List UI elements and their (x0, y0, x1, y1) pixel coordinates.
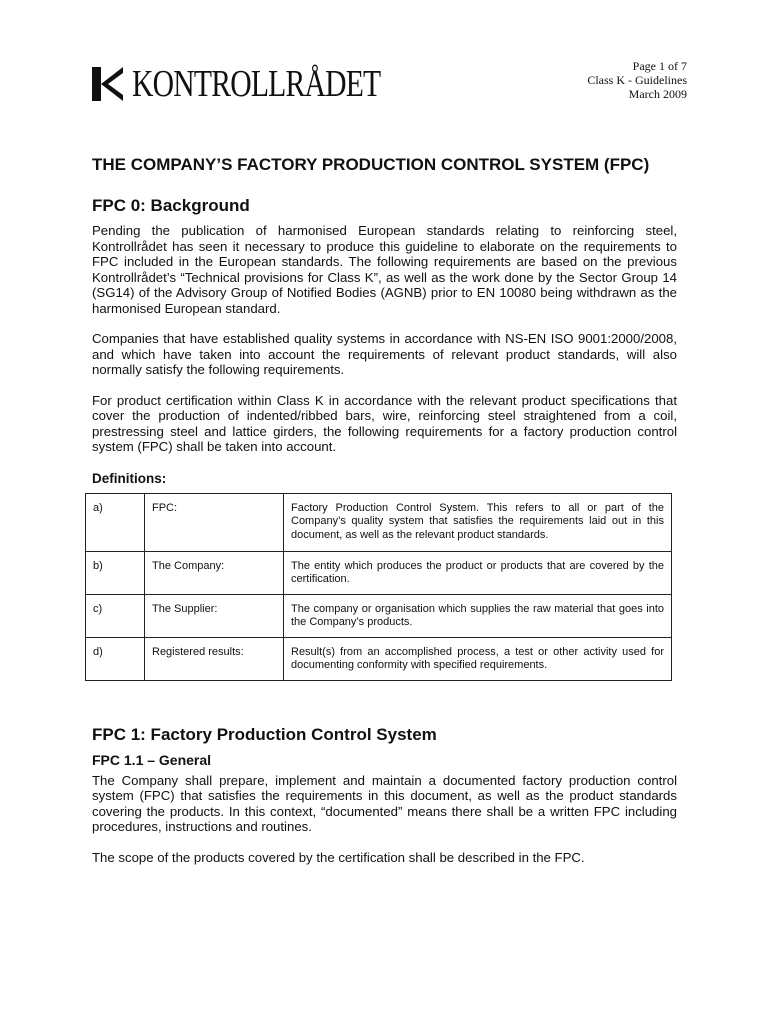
document-class: Class K - Guidelines (587, 73, 687, 87)
table-row (86, 551, 672, 594)
document-date: March 2009 (628, 87, 687, 101)
fpc1-paragraph-2: The scope of the products covered by the certification shall be described in the FPC. (92, 849, 585, 865)
fpc1-paragraph-1: The Company shall prepare, implement and maintain a documented factory production control system (FPC) that satisfies the requirements in this document, as well as the product standards covering the products. In this context, “documented” means there shall be a written FPC including procedures, instructions and routines. (92, 772, 677, 834)
definition-key: c) (86, 594, 145, 637)
table-row (86, 637, 672, 680)
definition-key: d) (86, 637, 145, 680)
definition-text: The company or organisation which supplies the raw material that goes into the Company’s products. (284, 594, 672, 637)
definition-term: The Supplier: (145, 594, 284, 637)
definition-term: Registered results: (145, 637, 284, 680)
logo-text: KONTROLLRÅDET (132, 63, 381, 105)
page-meta (587, 59, 687, 101)
definition-key: a) (86, 493, 145, 551)
fpc1-section (92, 725, 677, 866)
k-chevron-logo-icon (92, 67, 124, 101)
definition-text: The entity which produces the product or products that are covered by the certification. (284, 551, 672, 594)
definition-term: The Company: (145, 551, 284, 594)
fpc0-paragraph-1: Pending the publication of harmonised European standards relating to reinforcing steel, Kontrollrådet has seen it necessary to produce this guideline to elaborate on the requirements to FPC included in the European standards. The following requirements are based on the previous Kontrollrådet’s “Technical provisions for Class K”, as well as the work done by the Sector Group 14 (SG14) of the Advisory Group of Notified Bodies (AGNB) prior to EN 10080 being withdrawn as the harmonised European standard. (92, 223, 677, 316)
kontrollradet-logo (92, 64, 450, 104)
fpc1-heading: FPC 1: Factory Production Control System (92, 724, 437, 744)
fpc0-heading: FPC 0: Background (92, 196, 250, 215)
table-row (86, 594, 672, 637)
definition-key: b) (86, 551, 145, 594)
fpc0-paragraph-2: Companies that have established quality systems in accordance with NS-EN ISO 9001:2000/2008, and which have taken into account the requirements of relevant product standards, will also normally satisfy the following requirements. (92, 331, 677, 377)
fpc1-1-heading: FPC 1.1 – General (92, 751, 212, 768)
definitions-heading: Definitions: (92, 470, 167, 486)
definition-text: Result(s) from an accomplished process, a test or other activity used for documenting conformity with specified requirements. (284, 637, 672, 680)
page-number: Page 1 of 7 (632, 59, 687, 73)
definition-text: Factory Production Control System. This refers to all or part of the Company’s quality system that satisfies the requirements laid out in this document, as well as the relevant product standards. (284, 493, 672, 551)
definition-term: FPC: (145, 493, 284, 551)
definitions-table (85, 493, 672, 681)
fpc0-paragraph-3: For product certification within Class K in accordance with the relevant product specifications that cover the production of indented/ribbed bars, wire, reinforcing steel straightened from a coil, prestressing steel and lattice girders, the following requirements for a factory production control system (FPC) shall be taken into account. (92, 392, 677, 454)
document-body (92, 155, 677, 880)
document-title: THE COMPANY’S FACTORY PRODUCTION CONTROL SYSTEM (FPC) (92, 155, 650, 174)
table-row (86, 493, 672, 551)
